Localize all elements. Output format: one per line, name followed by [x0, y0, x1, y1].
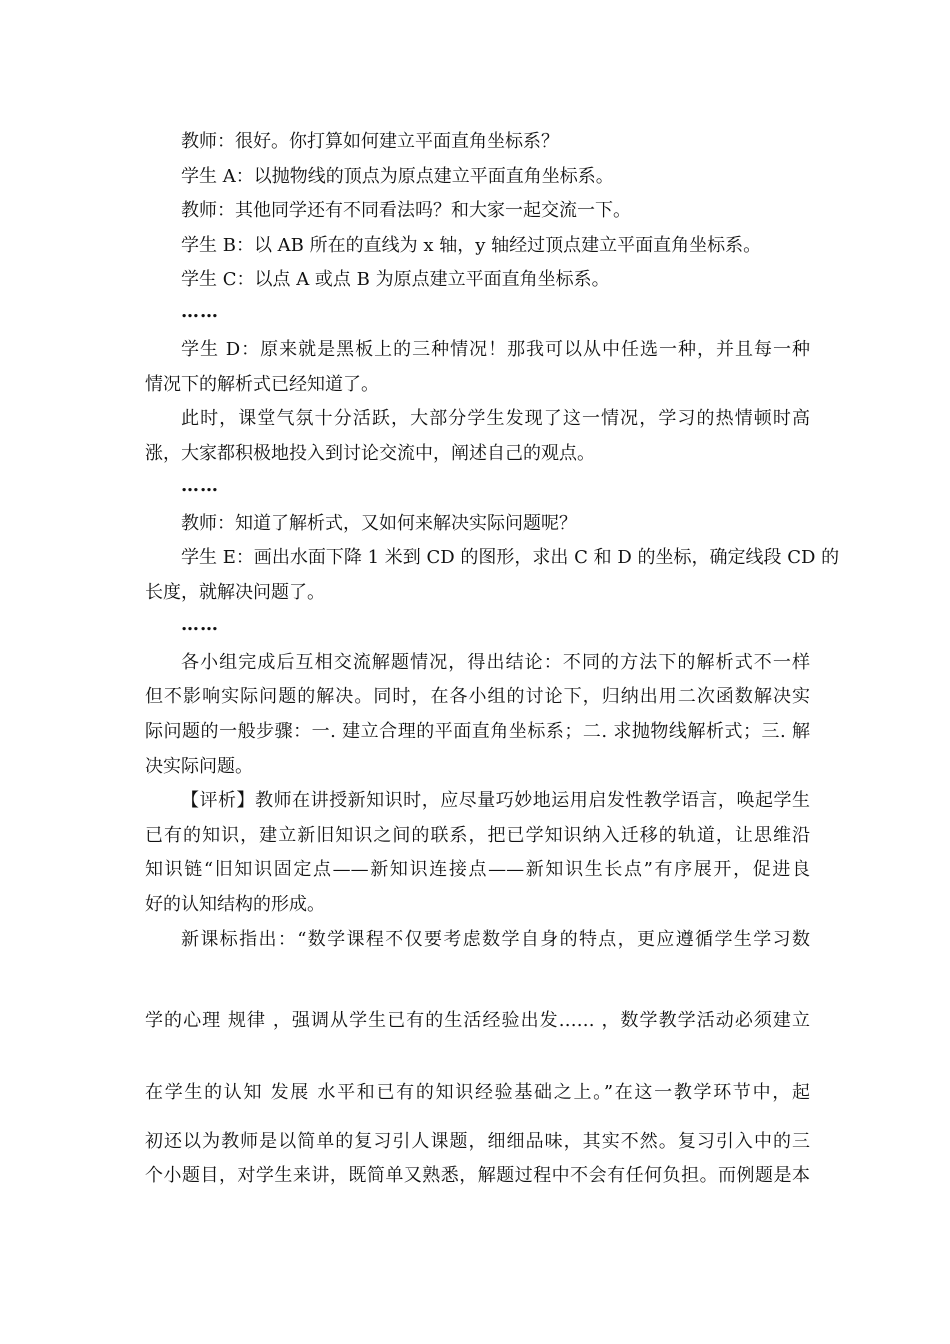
dialogue-teacher-1: 教师：很好。你打算如何建立平面直角坐标系？: [181, 131, 559, 152]
paragraph-conclusion-line-3: 际问题的一般步骤：一. 建立合理的平面直角坐标系；二. 求抛物线解析式；三. 解: [145, 721, 810, 742]
paragraph-atmosphere-line-1: 此时，课堂气氛十分活跃，大部分学生发现了这一情况，学习的热情顿时高: [181, 408, 810, 429]
dialogue-student-a: 学生 A：以抛物线的顶点为原点建立平面直角坐标系。: [181, 166, 614, 187]
paragraph-conclusion-line-2: 但不影响实际问题的解决。同时，在各小组的讨论下，归纳出用二次函数解决实: [145, 686, 810, 707]
dialogue-teacher-2: 教师：其他同学还有不同看法吗？和大家一起交流一下。: [181, 200, 631, 221]
ellipsis-1: ……: [181, 301, 219, 322]
paragraph-curriculum-line-5: 个小题目，对学生来讲，既简单又熟悉，解题过程中不会有任何负担。而例题是本: [145, 1165, 810, 1186]
ellipsis-3: ……: [181, 614, 219, 635]
paragraph-curriculum-line-4: 初还以为教师是以简单的复习引人课题，细细品味，其实不然。复习引入中的三: [145, 1131, 810, 1152]
ellipsis-2: ……: [181, 475, 219, 496]
dialogue-student-c: 学生 C：以点 A 或点 B 为原点建立平面直角坐标系。: [181, 269, 610, 290]
paragraph-conclusion-line-4: 决实际问题。: [145, 756, 253, 777]
paragraph-comment-line-4: 好的认知结构的形成。: [145, 894, 325, 915]
dialogue-teacher-3: 教师：知道了解析式，又如何来解决实际问题呢？: [181, 513, 577, 534]
paragraph-comment-line-2: 已有的知识，建立新旧知识之间的联系，把已学知识纳入迁移的轨道，让思维沿: [145, 825, 810, 846]
paragraph-curriculum-line-1: 新课标指出：“数学课程不仅要考虑数学自身的特点，更应遵循学生学习数: [181, 929, 810, 950]
paragraph-comment-line-1: 【评析】教师在讲授新知识时，应尽量巧妙地运用启发性教学语言，唤起学生: [181, 790, 810, 811]
paragraph-comment-line-3: 知识链“旧知识固定点——新知识连接点——新知识生长点”有序展开，促进良: [145, 859, 810, 880]
dialogue-student-e-line-1: 学生 E：画出水面下降 1 米到 CD 的图形，求出 C 和 D 的坐标，确定线段 CD 的: [181, 547, 840, 568]
paragraph-conclusion-line-1: 各小组完成后互相交流解题情况，得出结论：不同的方法下的解析式不一样: [181, 652, 810, 673]
paragraph-curriculum-line-3: 在学生的认知 发展 水平和已有的知识经验基础之上。”在这一教学环节中，起: [145, 1082, 810, 1103]
paragraph-curriculum-line-2: 学的心理 规律 ，强调从学生已有的生活经验出发…… ，数学教学活动必须建立: [145, 1010, 810, 1031]
dialogue-student-e-line-2: 长度，就解决问题了。: [145, 582, 325, 603]
dialogue-student-b: 学生 B：以 AB 所在的直线为 x 轴，y 轴经过顶点建立平面直角坐标系。: [181, 235, 762, 256]
dialogue-student-d-line-2: 情况下的解析式已经知道了。: [145, 374, 379, 395]
paragraph-atmosphere-line-2: 涨，大家都积极地投入到讨论交流中，阐述自己的观点。: [145, 443, 595, 464]
dialogue-student-d-line-1: 学生 D：原来就是黑板上的三种情况！那我可以从中任选一种，并且每一种: [181, 339, 810, 360]
